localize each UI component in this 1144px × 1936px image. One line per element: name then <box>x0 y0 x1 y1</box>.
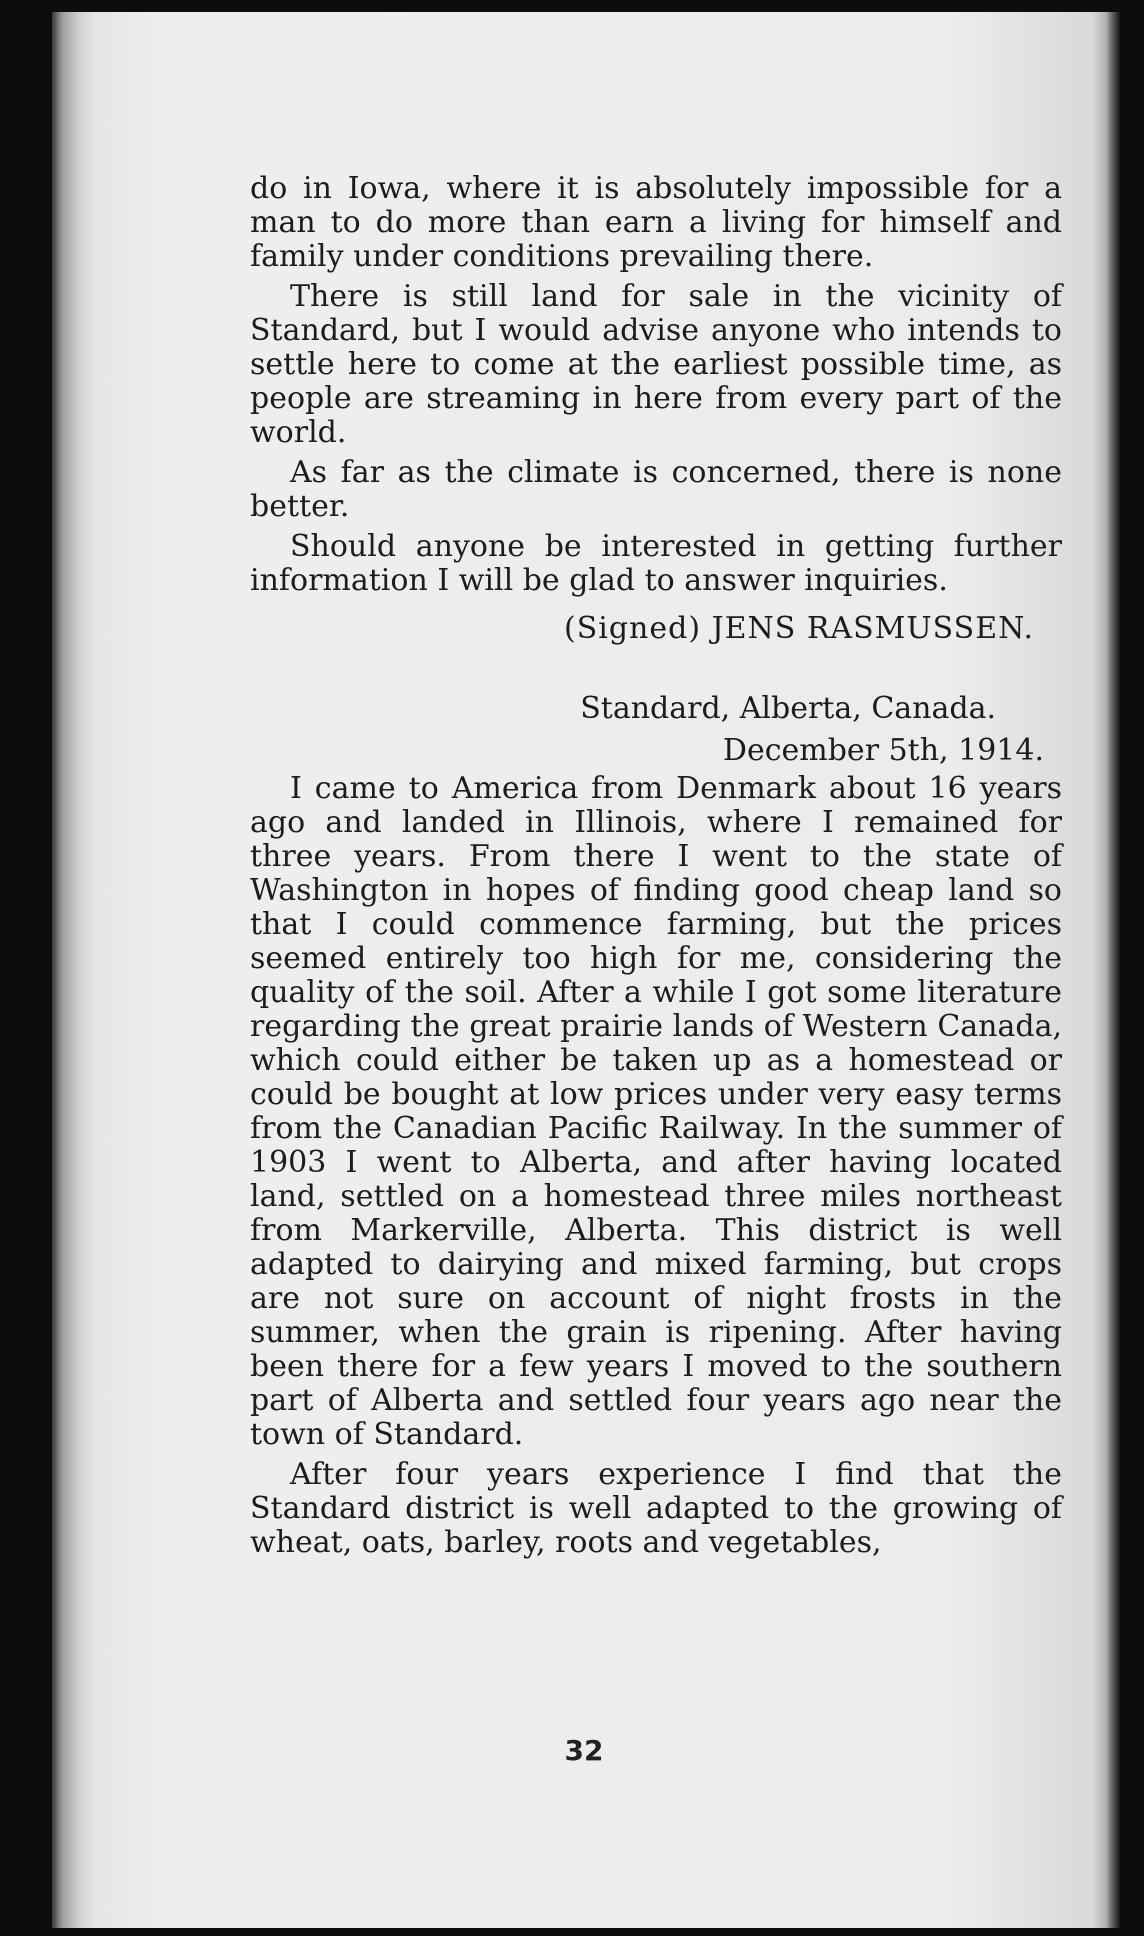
paragraph-land-for-sale: There is still land for sale in the vicinity of Standard, but I would advise anyone who intends to settle here to come at the earliest possible time, as people are streaming in here from every part of the world. <box>250 279 1062 450</box>
letter-place: Standard, Alberta, Canada. <box>580 691 996 726</box>
book-binding-shadow <box>52 12 96 1928</box>
letter-signature: (Signed) JENS RASMUSSEN. <box>564 611 1034 646</box>
paragraph-immigration-story: I came to America from Denmark about 16 years ago and landed in Illinois, where I remained for three years. From there I went to the state of Washington in hopes of finding good cheap land so that I could commence farming, but the prices seemed entirely too high for me, considering the quality of the soil. After a while I got some literature regarding the great prairie lands of Western Canada, which could either be taken up as a homestead or could be bought at low prices under very easy terms from the Canadian Pacific Railway. In the summer of 1903 I went to Alberta, and after having located land, settled on a homestead three miles northeast from Markerville, Alberta. This district is well adapted to dairying and mixed farming, but crops are not sure on account of night frosts in the summer, when the grain is ripening. After having been there for a few years I moved to the southern part of Alberta and settled four years ago near the town of Standard. <box>250 771 1062 1452</box>
paragraph-continued: do in Iowa, where it is absolutely impossible for a man to do more than earn a living for himself and family under conditions prevailing there. <box>250 171 1062 274</box>
page-body-text <box>250 172 1062 1566</box>
paragraph-standard-district: After four years experience I find that the Standard district is well adapted to the growing of wheat, oats, barley, roots and vegetables, <box>250 1457 1062 1560</box>
paragraph-climate: As far as the climate is concerned, there is none better. <box>250 455 1062 524</box>
page-edge-shadow <box>1106 12 1120 1928</box>
letter-date: December 5th, 1914. <box>722 733 1044 768</box>
paragraph-inquiries: Should anyone be interested in getting further information I will be glad to answer inquiries. <box>250 529 1062 598</box>
page-number: 32 <box>564 1734 604 1767</box>
book-page <box>52 12 1120 1928</box>
